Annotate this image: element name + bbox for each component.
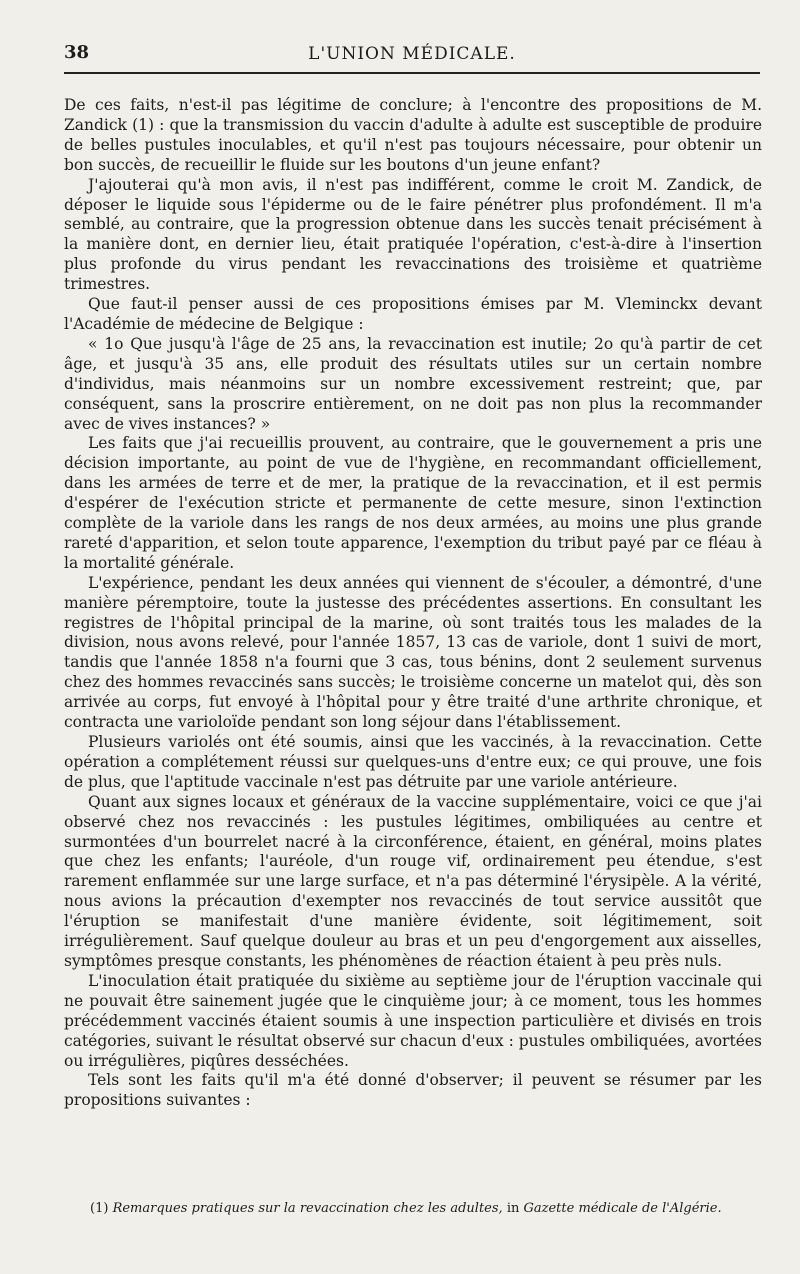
- paragraph-5: Les faits que j'ai recueillis prouvent, au contraire, que le gouvernement a pris une décision importante, au point de vue de l'hygiène, en recommandant officiellement, dans les armées de terre et de mer, la pratique de la revaccination, et il est permis d'espérer de l'exécution stricte et permanente de cette mesure, sinon l'extinction complète de la variole dans les rangs de nos deux armées, au moins une plus grande rareté d'apparition, et selon toute apparence, l'exemption du tribut payé par ce fléau à la mortalité générale.: [64, 434, 762, 572]
- footnote-marker: (1): [90, 1201, 109, 1216]
- running-title: L'UNION MÉDICALE.: [308, 44, 516, 64]
- footnote-title: Remarques pratiques sur la revaccination chez les adultes,: [112, 1201, 503, 1216]
- body-text: [64, 96, 762, 1111]
- paragraph-3: Que faut-il penser aussi de ces propositions émises par M. Vleminckx devant l'Académie de médecine de Belgique :: [64, 295, 762, 333]
- paragraph-4-quotation: « 1o Que jusqu'à l'âge de 25 ans, la revaccination est inutile; 2o qu'à partir de cet âge, et jusqu'à 35 ans, elle produit des résultats utiles sur un certain nombre d'individus, mais néanmoins sur un nombre excessivement restreint; que, par conséquent, sans la proscrire entièrement, on ne doit pas non plus la recommander avec de vives instances? »: [64, 334, 762, 433]
- page-header: [64, 38, 760, 74]
- paragraph-1: De ces faits, n'est-il pas légitime de conclure; à l'encontre des propositions de M. Zandick (1) : que la transmission du vaccin d'adulte à adulte est susceptible de produire de belles pustules inoculables, et qu'il n'est pas toujours nécessaire, pour obtenir un bon succès, de recueillir le fluide sur les boutons d'un jeune enfant?: [64, 96, 762, 174]
- page-number: 38: [64, 42, 90, 63]
- paragraph-10: Tels sont les faits qu'il m'a été donné d'observer; il peuvent se résumer par les propositions suivantes :: [64, 1071, 762, 1110]
- paragraph-6: L'expérience, pendant les deux années qui viennent de s'écouler, a démontré, d'une manière péremptoire, toute la justesse des précédentes assertions. En consultant les registres de l'hôpital principal de la marine, où sont traités tous les malades de la division, nous avons relevé, pour l'année 1857, 13 cas de variole, dont 1 suivi de mort, tandis que l'année 1858 n'a fourni que 3 cas, tous bénins, dont 2 seulement survenus chez des hommes revaccinés sans succès; le troisième concerne un matelot qui, dès son arrivée au corps, fut envoyé à l'hôpital pour y être traité d'une arthrite chronique, et contracta une varioloïde pendant son long séjour dans l'établissement.: [64, 573, 762, 732]
- paragraph-9: L'inoculation était pratiquée du sixième au septième jour de l'éruption vaccinale qui ne pouvait être sainement jugée que le cinquième jour; à ce moment, tous les hommes précédemment vaccinés étaient soumis à une inspection particulière et divisés en trois catégories, suivant le résultat observé sur chacun d'eux : pustules ombiliquées, avortées ou irrégulières, piqûres desséchées.: [64, 971, 762, 1070]
- paragraph-8: Quant aux signes locaux et généraux de la vaccine supplémentaire, voici ce que j'ai observé chez nos revaccinés : les pustules légitimes, ombiliquées au centre et surmontées d'un bourrelet nacré à la circonférence, étaient, en général, moins plates que chez les enfants; l'auréole, d'un rouge vif, ordinairement peu étendue, s'est rarement enflammée sur une large surface, et n'a pas déterminé l'érysipèle. A la vérité, nous avions la précaution d'exempter nos revaccinés de tout service aussitôt que l'éruption se manifestait d'une manière évidente, soit légitimement, soit irrégulièrement. Sauf quelque douleur au bras et un peu d'engorgement aux aisselles, symptômes presque constants, les phénomènes de réaction étaient à peu près nuls.: [64, 792, 762, 970]
- paragraph-7: Plusieurs variolés ont été soumis, ainsi que les vaccinés, à la revaccination. Cette opération a complétement réussi sur quelques-uns d'entre eux; ce qui prouve, une fois de plus, que l'aptitude vaccinale n'est pas détruite par une variole antérieure.: [64, 733, 762, 791]
- footnote-journal: Gazette médicale de l'Algérie.: [523, 1201, 722, 1216]
- footnote-in: in: [506, 1201, 520, 1216]
- footnote: [90, 1200, 762, 1218]
- paragraph-2: J'ajouterai qu'à mon avis, il n'est pas indifférent, comme le croit M. Zandick, de déposer le liquide sous l'épiderme ou de le faire pénétrer plus profondément. Il m'a semblé, au contraire, que la progression obtenue dans les succès tenait précisément à la manière dont, en dernier lieu, était pratiquée l'opération, c'est-à-dire à l'insertion plus profonde du virus pendant les revaccinations des troisième et quatrième trimestres.: [64, 175, 762, 294]
